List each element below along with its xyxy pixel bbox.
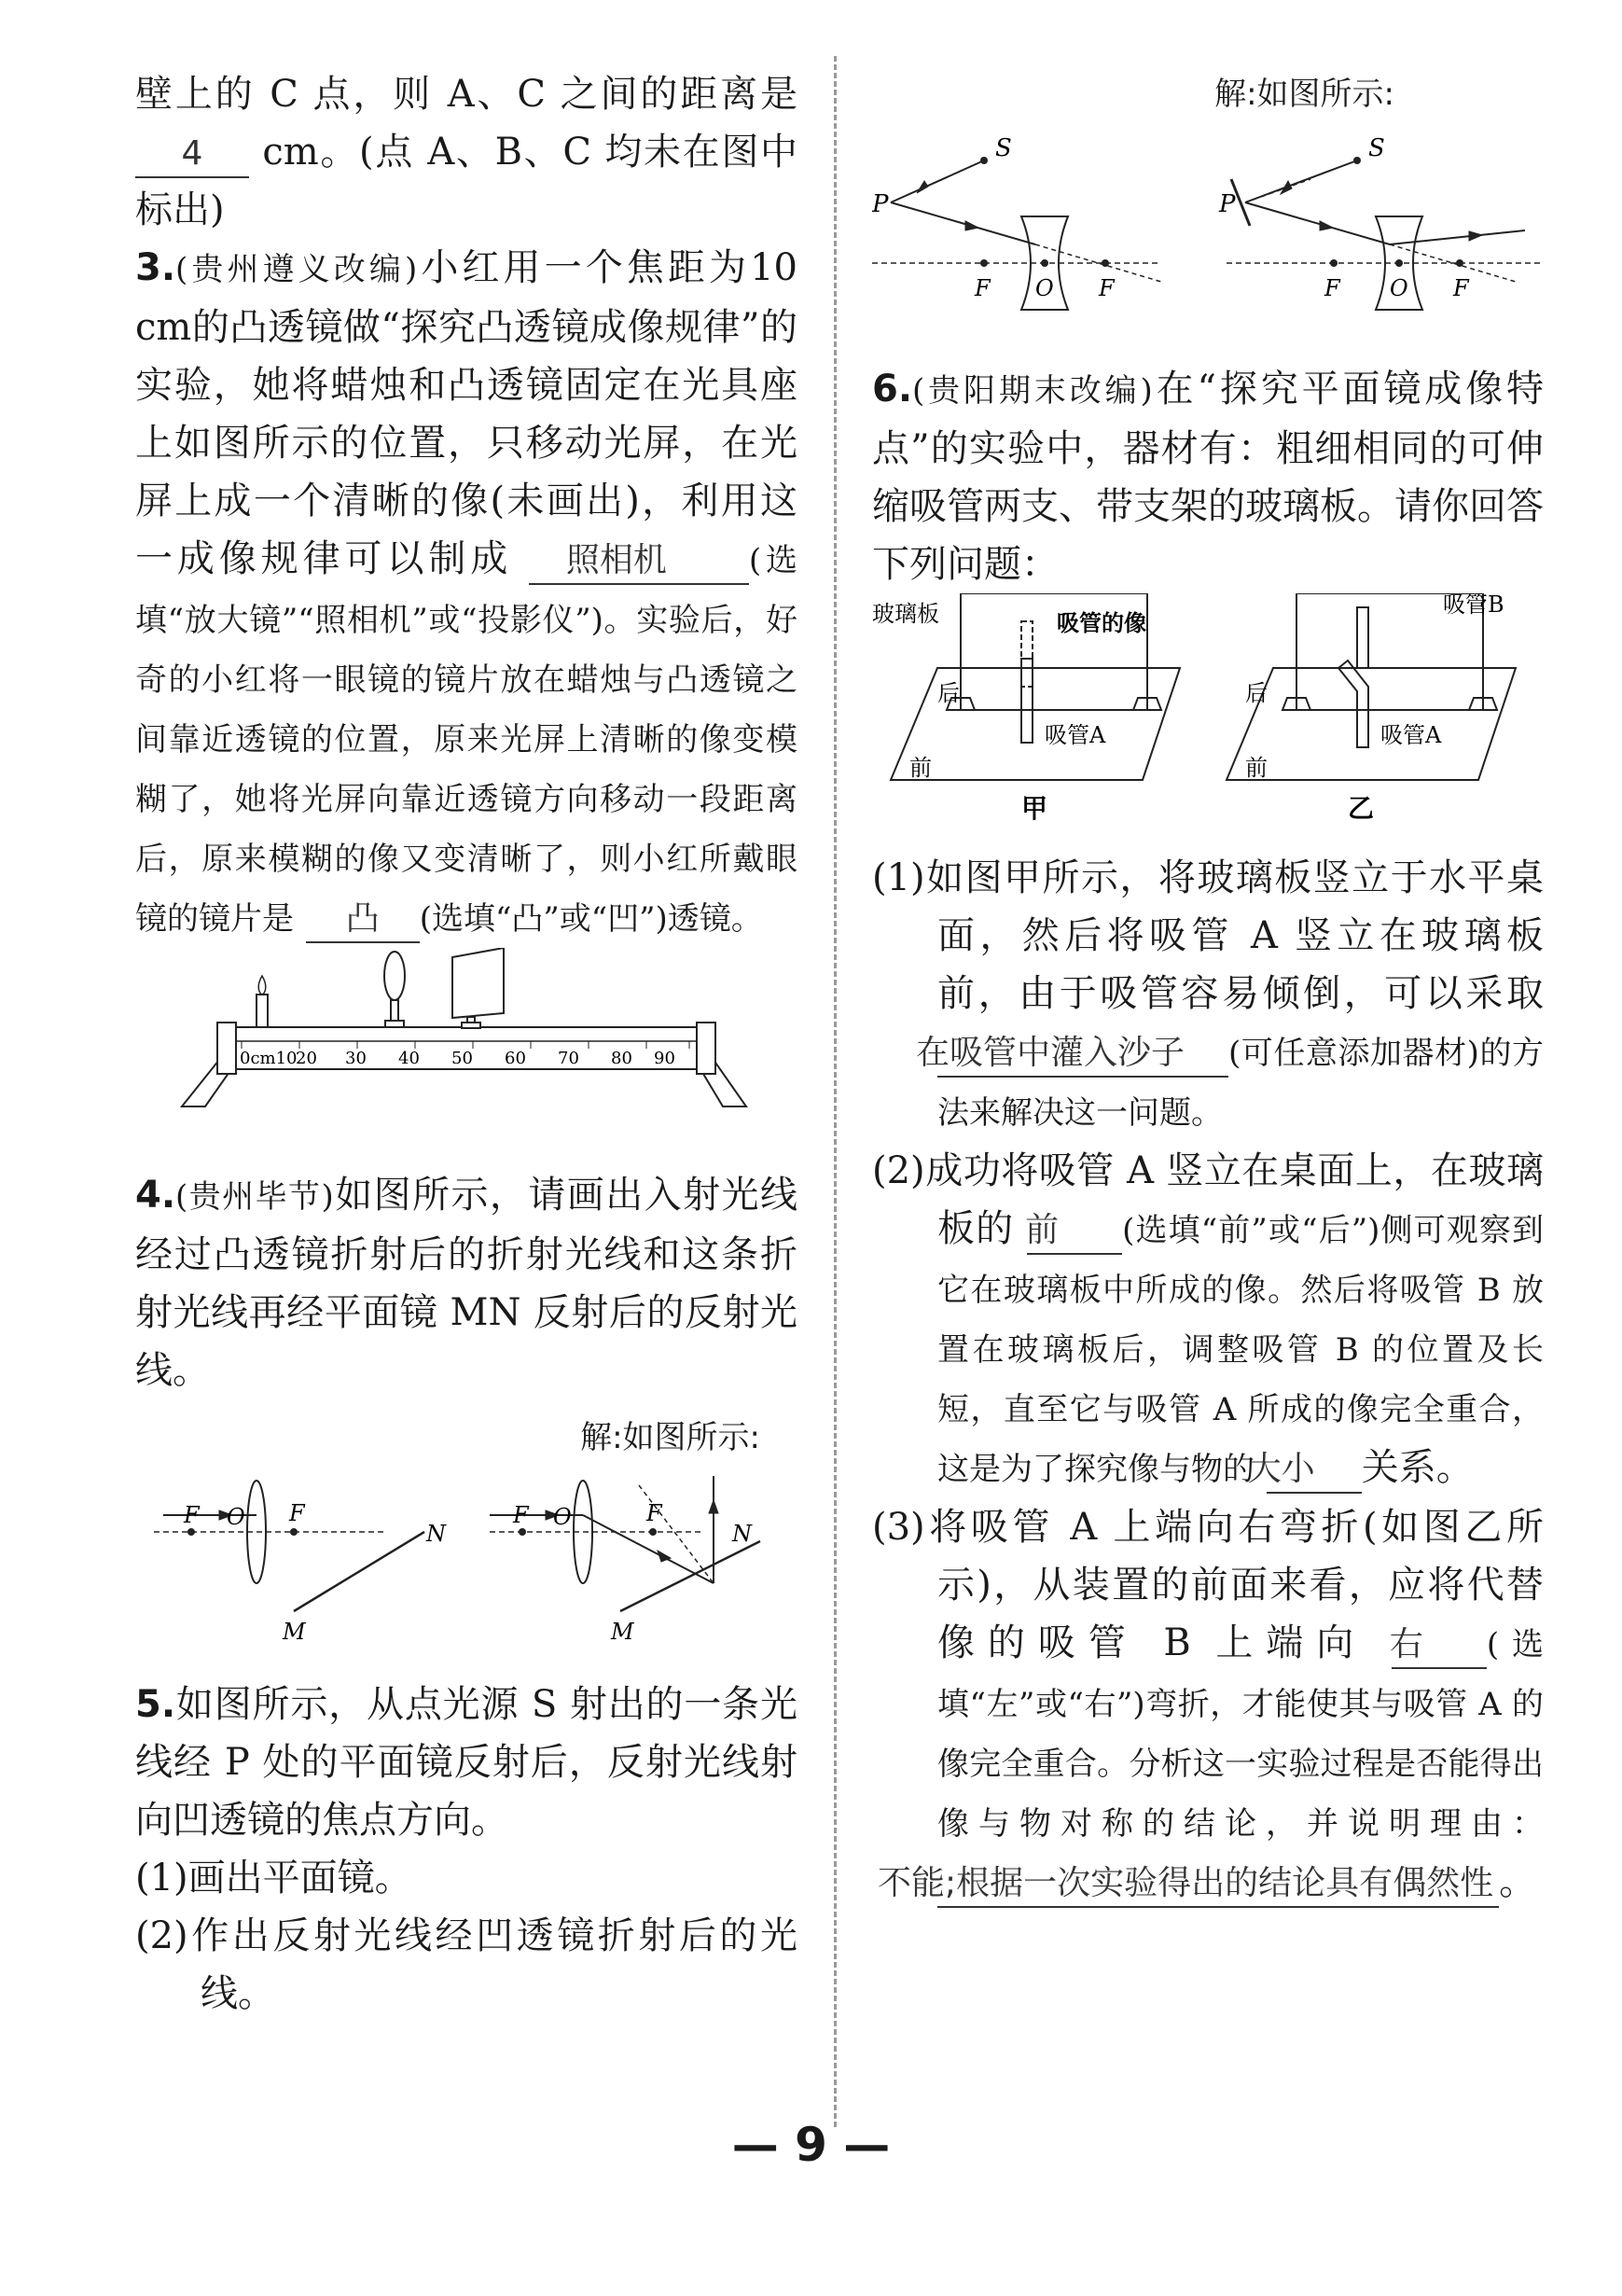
question-6-sub-2-text-3: 关系。 [1361,1446,1474,1489]
svg-text:O: O [1390,275,1408,301]
scale-tick-60: 60 [505,1049,526,1068]
scale-tick-30: 30 [345,1049,367,1068]
scale-tick-20: 20 [296,1049,317,1068]
question-6-sub-3-text-3: 。 [1499,1860,1537,1903]
label-glass: 玻璃板 [872,601,939,627]
question-6-source: (贵阳期末改编) [912,372,1153,410]
scale-tick-40: 40 [398,1049,420,1068]
question-6-sub-3 [872,1498,1544,1911]
question-6-sub-2 [872,1142,1544,1498]
question-3-number: 3. [135,246,176,289]
svg-text:F: F [184,1502,200,1528]
label-straw-a-yi: 吸管A [1380,722,1442,748]
svg-text:O: O [227,1504,245,1530]
intro-text-1: 壁上的 C 点，则 A、C 之间的距离是 [135,73,797,116]
label-back-yi: 后 [1245,680,1268,706]
table-surface-yi [1227,668,1516,780]
svg-text:S: S [1368,134,1385,162]
svg-text:M: M [283,1619,306,1645]
straw-a-yi-bent [1338,661,1368,747]
question-6-sub-1 [872,849,1544,1142]
svg-text:N: N [426,1521,446,1547]
scale-tick-50: 50 [451,1049,473,1068]
flame-icon [258,976,266,995]
straw-a-jia [1021,659,1033,743]
question-6-sub-3-text-1: (3)将吸管 A 上端向右弯折(如图乙所示)，从装置的前面来看，应将代替像的吸管 B 上端向 [872,1506,1544,1664]
svg-text:F: F [289,1500,305,1526]
question-4-number: 4. [135,1174,176,1217]
straw-b [1357,607,1368,668]
question-6-sub-2-text-1: (2)成功将吸管 A 竖立在桌面上，在玻璃板的 [872,1149,1544,1250]
answer-blank-lens-type: 凸 [306,897,420,943]
question-5-solution: 解:如图所示: [1214,76,1394,113]
question-4-text: 如图所示，请画出入射光线经过凸透镜折射后的折射光线和这条折射光线再经平面镜 MN 反射后的反射光线。 [135,1174,797,1392]
answer-blank-distance: 4 [135,132,249,178]
mirror-mn-left [294,1532,424,1611]
question-6-number: 6. [872,368,913,410]
svg-text:N: N [732,1521,752,1547]
column-divider [834,56,837,2127]
intro-paragraph [135,65,797,239]
question-5-sub-1: (1)画出平面镜。 [135,1857,412,1899]
lens-mirror-figure [135,1467,797,1653]
right-column [872,65,1544,1911]
label-front-yi: 前 [1245,755,1268,781]
answer-blank-device: 照相机 [529,538,749,585]
candle [256,995,268,1027]
label-jia: 甲 [1021,793,1048,824]
label-yi: 乙 [1348,793,1375,824]
question-6-sub-1-text-2: (可任意添加器材)的方法来解决这一问题。 [937,1035,1544,1132]
svg-text:O: O [1035,275,1054,301]
scale-tick-80: 80 [611,1049,632,1068]
label-straw-a-jia: 吸管A [1045,722,1106,748]
intro-text-2: cm。(点 A、B、C 均未在图中标出) [135,131,797,231]
question-3-text-2: (选填“放大镜”“照相机”或“投影仪”)。实验后，好奇的小红将一眼镜的镜片放在蜡烛与凸透镜之间靠近透镜的位置，原来光屏上清晰的像变模糊了，她将光屏向靠近透镜方向移动一段距离后，原来模糊的像又变清晰了，则小红所戴眼镜的镜片是 [135,542,798,938]
question-6 [872,360,1544,593]
answer-blank-bend-direction: 右 [1392,1622,1487,1669]
question-3-text-1: 小红用一个焦距为10 cm的凸透镜做“探究凸透镜成像规律”的实验，她将蜡烛和凸透镜固定在光具座上如图所示的位置，只移动光屏，在光屏上成一个清晰的像(未画出)，利用这一成像规律可以制成 [135,246,797,580]
optical-bench-figure [135,948,797,1162]
question-5-number: 5. [135,1683,176,1726]
label-front-jia: 前 [909,755,932,781]
question-5-text: 如图所示，从点光源 S 射出的一条光线经 P 处的平面镜反射后，反射光线射向凹透镜的焦点方向。 [135,1683,797,1842]
svg-text:S: S [995,134,1012,162]
light-screen [452,948,504,1018]
question-6-sub-1-text-1: (1)如图甲所示，将玻璃板竖立于水平桌面，然后将吸管 A 竖立在玻璃板前，由于吸管容易倾倒，可以采取 [872,856,1544,1015]
question-5 [135,1676,797,1849]
question-3-text-3: (选填“凸”或“凹”)透镜。 [419,900,763,938]
svg-text:P: P [1219,190,1236,218]
convex-lens [384,952,405,1000]
answer-blank-side: 前 [1027,1208,1122,1255]
scale-tick-100: 90 [654,1049,675,1068]
scale-tick-70: 70 [558,1049,579,1068]
svg-text:F: F [646,1500,662,1526]
concave-lens-figure [872,123,1544,328]
svg-text:F: F [975,275,991,301]
question-6-sub-3-text-2: (选填“左”或“右”)弯折，才能使其与吸管 A 的像完全重合。分析这一实验过程是否能得出像与物对称的结论，并说明理由： [937,1626,1545,1843]
question-5-sub-2: (2)作出反射光线经凹透镜折射后的光线。 [135,1914,797,2015]
answer-blank-stabilize: 在吸管中灌入沙子 [937,1031,1228,1078]
question-6-sub-2-text-2: (选填“前”或“后”)侧可观察到它在玻璃板中所成的像。然后将吸管 B 放置在玻璃板后，调整吸管 B 的位置及长短，直至它与吸管 A 所成的像完全重合，这是为了探究像与物的 [937,1212,1545,1488]
question-3 [135,239,797,948]
question-4 [135,1166,797,1399]
label-back-jia: 后 [937,680,960,706]
svg-text:F: F [1453,275,1469,301]
table-surface-jia [891,668,1180,780]
left-column [135,65,797,2023]
label-straw-image: 吸管的像 [1057,609,1146,636]
svg-text:F: F [1324,275,1340,301]
svg-text:F: F [1099,275,1115,301]
question-3-source: (贵州遵义改编) [175,251,418,288]
answer-blank-relation: 大小 [1267,1447,1362,1494]
svg-text:M: M [611,1619,634,1645]
svg-text:P: P [872,190,889,218]
answer-blank-conclusion: 不能;根据一次实验得出的结论具有偶然性 [937,1861,1499,1908]
question-6-text: 在“探究平面镜成像特点”的实验中，器材有：粗细相同的可伸缩吸管两支、带支架的玻璃板。请你回答下列问题： [872,368,1544,586]
question-4-source: (贵州毕节) [175,1178,334,1216]
page-number: — 9 — [731,2118,891,2172]
scale-tick-0: 0cm10 [240,1049,298,1068]
label-straw-b: 吸管B [1443,593,1504,618]
question-4-solution: 解:如图所示: [580,1419,760,1456]
plane-mirror-experiment-figure [872,593,1544,836]
straw-image [1021,621,1033,687]
svg-text:O: O [553,1504,572,1530]
svg-text:F: F [513,1502,529,1528]
